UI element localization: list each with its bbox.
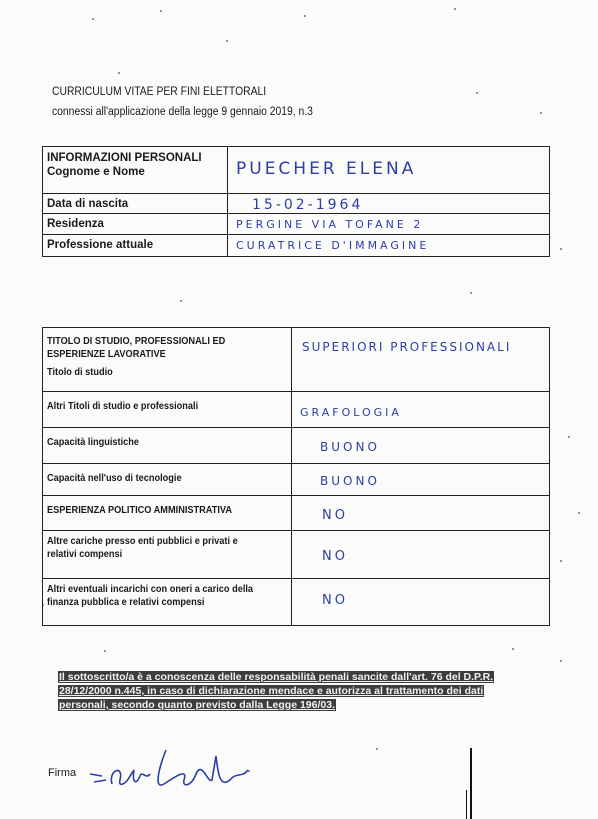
scan-speck	[568, 436, 570, 438]
row-label: Cognome e Nome	[47, 166, 145, 178]
row-label: Altri eventuali incarichi con oneri a carico della finanza pubblica e relativi compensi	[47, 584, 254, 608]
row-value-cell	[292, 428, 550, 464]
row-label: Residenza	[47, 218, 104, 230]
profession-value: CURATRICE D'IMMAGINE	[236, 239, 430, 252]
row-label-cell	[43, 496, 292, 531]
scan-speck	[454, 8, 456, 10]
scan-speck	[180, 300, 182, 302]
row-label: Data di nascita	[47, 198, 129, 210]
scan-speck	[118, 72, 120, 74]
row-value-cell	[292, 579, 550, 626]
education-table	[42, 327, 550, 626]
scan-edge-line	[470, 748, 472, 819]
declaration-text: Il sottoscritto/a è a conoscenza delle responsabilità penali sancite dall'art. 76 del D.P.R. 28/12/2000 n.445, in caso di dichiarazione mendace e autorizza al trattamento dei dati personali, secondo quanto previsto dalla Legge 196/03.	[59, 671, 494, 711]
row-label-cell	[43, 194, 228, 214]
row-value-cell	[292, 328, 550, 392]
row-label-cell	[43, 579, 292, 626]
scan-speck	[476, 92, 478, 94]
name-value: PUECHER ELENA	[236, 159, 417, 179]
scan-speck	[226, 40, 228, 42]
scan-speck	[104, 650, 106, 652]
birthdate-value: 15-02-1964	[252, 197, 364, 213]
signature-label: Firma	[48, 767, 77, 779]
scan-speck	[512, 648, 514, 650]
row-value-cell	[228, 214, 550, 235]
other-assignments-value: NO	[322, 593, 348, 608]
row-label-cell	[43, 235, 228, 257]
residence-value: PERGINE VIA TOFANE 2	[236, 218, 424, 231]
document-header	[52, 82, 313, 122]
row-label: Capacità linguistiche	[47, 437, 140, 448]
name-value-cell	[228, 147, 550, 194]
scan-speck	[560, 560, 562, 562]
personal-label-cell	[43, 147, 228, 194]
scan-speck	[560, 660, 562, 662]
row-label: TITOLO DI STUDIO, PROFESSIONALI ED ESPERIENZE LAVORATIVE	[47, 336, 226, 360]
header-title: CURRICULUM VITAE PER FINI ELETTORALI	[52, 86, 267, 98]
row-label: Altre cariche presso enti pubblici e privati e relativi compensi	[47, 536, 238, 560]
row-label: Professione attuale	[47, 239, 154, 251]
privacy-declaration	[58, 670, 518, 712]
scan-speck	[540, 112, 542, 114]
row-label: Altri Titoli di studio e professionali	[47, 401, 199, 412]
row-label: Capacità nell'uso di tecnologie	[47, 473, 182, 484]
header-subtitle: connessi all'applicazione della legge 9 gennaio 2019, n.3	[52, 106, 313, 118]
row-label-cell	[43, 428, 292, 464]
scan-speck	[470, 292, 472, 294]
row-value-cell	[228, 235, 550, 257]
row-label-cell	[43, 464, 292, 496]
row-label: ESPERIENZA POLITICO AMMINISTRATIVA	[47, 505, 233, 516]
technology-value: BUONO	[320, 474, 380, 488]
personal-info-table	[42, 146, 550, 257]
row-value-cell	[292, 496, 550, 531]
scan-speck	[578, 512, 580, 514]
other-titles-value: GRAFOLOGIA	[300, 406, 402, 419]
education-value: SUPERIORI PROFESSIONALI	[302, 340, 512, 354]
section-title: INFORMAZIONI PERSONALI	[47, 152, 202, 164]
scan-edge-line	[466, 790, 467, 819]
row-value-cell	[292, 531, 550, 579]
political-experience-value: NO	[322, 508, 348, 523]
scan-speck	[160, 10, 162, 12]
scan-speck	[376, 748, 378, 750]
row-value-cell	[292, 392, 550, 428]
education-label-cell	[43, 328, 292, 392]
languages-value: BUONO	[320, 440, 380, 454]
scan-speck	[304, 15, 306, 17]
row-label-cell	[43, 214, 228, 235]
row-sublabel: Titolo di studio	[47, 367, 113, 378]
row-label-cell	[43, 392, 292, 428]
row-value-cell	[292, 464, 550, 496]
other-positions-value: NO	[322, 549, 348, 564]
handwritten-signature	[84, 740, 284, 800]
scan-speck	[560, 248, 562, 250]
row-label-cell	[43, 531, 292, 579]
row-value-cell	[228, 194, 550, 214]
scan-speck	[92, 18, 94, 20]
